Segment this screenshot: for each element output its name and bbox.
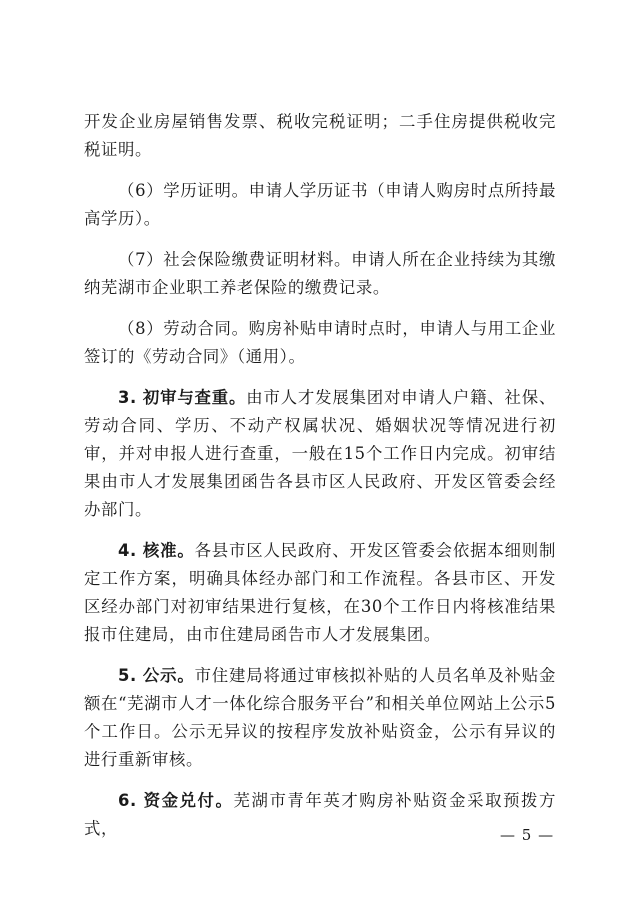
paragraph-education-proof (84, 177, 556, 233)
document-body (84, 108, 556, 856)
section-heading: 公示。 (142, 666, 195, 685)
section-preliminary-review (84, 384, 556, 524)
paragraph-text: 开发企业房屋销售发票、税收完税证明；二手住房提供税收完税证明。 (84, 112, 556, 159)
section-number: 5. (118, 666, 137, 685)
section-heading: 核准。 (142, 541, 195, 560)
section-text: 各县市区人民政府、开发区管委会依据本细则制定工作方案，明确具体经办部门和工作流程。各县市区、开发区经办部门对初审结果进行复核，在30个工作日内将核准结果报市住建局，由市住建局函告市人才发展集团。 (84, 541, 556, 644)
section-publicity (84, 662, 556, 774)
section-text: 市住建局将通过审核拟补贴的人员名单及补贴金额在“芜湖市人才一体化综合服务平台”和相关单位网站上公示5个工作日。公示无异议的按程序发放补贴资金，公示有异议的进行重新审核。 (84, 666, 556, 769)
section-fund-payment (84, 787, 556, 843)
paragraph-social-insurance-proof (84, 246, 556, 302)
section-approval (84, 537, 556, 649)
paragraph-invoice-tax (84, 108, 556, 164)
paragraph-text: （6）学历证明。申请人学历证书（申请人购房时点所持最高学历）。 (84, 181, 556, 228)
section-heading: 初审与查重。 (142, 388, 247, 407)
page-number: — 5 — (500, 826, 555, 844)
paragraph-text: （8）劳动合同。购房补贴申请时点时，申请人与用工企业签订的《劳动合同》（通用）。 (84, 319, 556, 366)
section-text: 芜湖市青年英才购房补贴资金采取预拨方式， (84, 791, 556, 838)
paragraph-labor-contract (84, 315, 556, 371)
section-text: 由市人才发展集团对申请人户籍、社保、劳动合同、学历、不动产权属状况、婚姻状况等情况进行初审，并对申报人进行查重，一般在15个工作日内完成。初审结果由市人才发展集团函告各县市区人民政府、开发区管委会经办部门。 (84, 388, 556, 519)
section-number: 3. (118, 388, 137, 407)
section-heading: 资金兑付。 (143, 791, 234, 810)
paragraph-text: （7）社会保险缴费证明材料。申请人所在企业持续为其缴纳芜湖市企业职工养老保险的缴费记录。 (84, 250, 556, 297)
section-number: 6. (118, 791, 137, 810)
section-number: 4. (118, 541, 137, 560)
